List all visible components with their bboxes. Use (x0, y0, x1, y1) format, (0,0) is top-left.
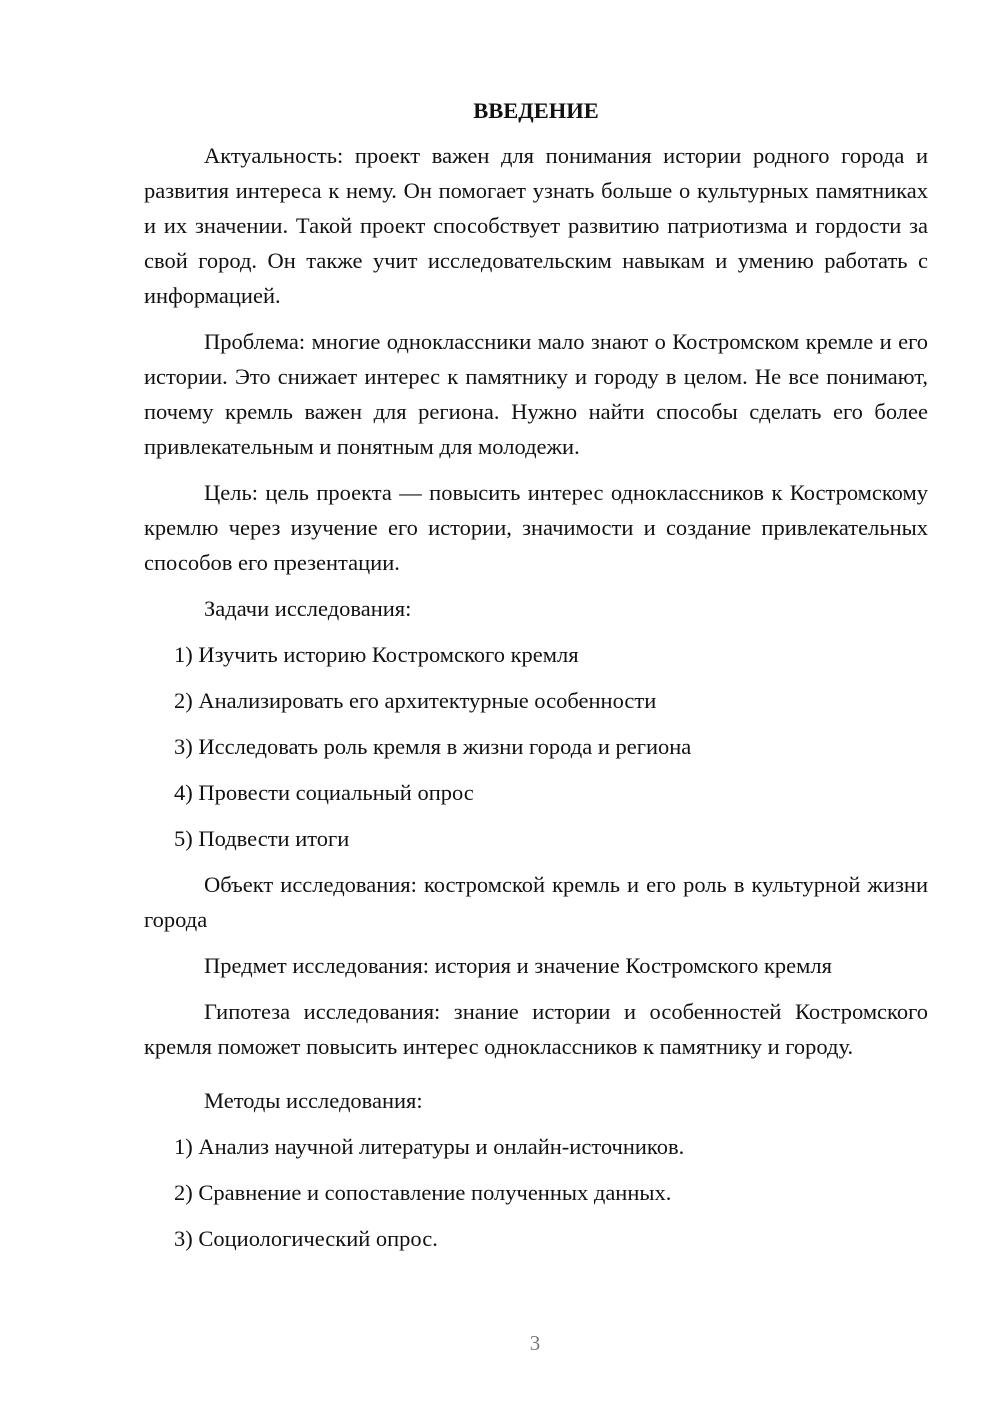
problem-paragraph: Проблема: многие одноклассники мало знают о Костромском кремле и его истории. Это снижает интерес к памятнику и городу в целом. Не все понимают, почему кремль важен для региона. Нужно найти способы сделать его более привлекательным и понятным для молодежи. (144, 329, 928, 459)
document-page (144, 96, 928, 1267)
tasks-heading: Задачи исследования: (204, 596, 412, 621)
hypothesis-paragraph: Гипотеза исследования: знание истории и особенностей Костромского кремля поможет повысить интерес одноклассников к памятнику и городу. (144, 999, 928, 1059)
relevance-paragraph: Актуальность: проект важен для понимания истории родного города и развития интереса к нему. Он помогает узнать больше о культурных памятниках и их значении. Такой проект способствует развитию патриотизма и гордости за свой город. Он также учит исследовательским навыкам и умению работать с информацией. (144, 143, 928, 308)
page-number: 3 (529, 1331, 541, 1355)
tasks-list (144, 637, 928, 856)
task-item: 2) Анализировать его архитектурные особенности (174, 688, 657, 713)
object-paragraph: Объект исследования: костромской кремль и его роль в культурной жизни города (144, 872, 928, 932)
method-item: 2) Сравнение и сопоставление полученных данных. (174, 1180, 672, 1205)
methods-list (144, 1129, 928, 1256)
methods-heading: Методы исследования: (204, 1088, 423, 1113)
task-item: 3) Исследовать роль кремля в жизни города и региона (174, 734, 692, 759)
method-item: 1) Анализ научной литературы и онлайн-источников. (174, 1134, 685, 1159)
subject-paragraph: Предмет исследования: история и значение Костромского кремля (204, 953, 832, 978)
task-item: 1) Изучить историю Костромского кремля (174, 642, 579, 667)
task-item: 5) Подвести итоги (174, 826, 350, 851)
goal-paragraph: Цель: цель проекта — повысить интерес одноклассников к Костромскому кремлю через изучение его истории, значимости и создание привлекательных способов его презентации. (144, 480, 928, 575)
task-item: 4) Провести социальный опрос (174, 780, 474, 805)
method-item: 3) Социологический опрос. (174, 1226, 438, 1251)
spacer (144, 1075, 928, 1083)
page-title: ВВЕДЕНИЕ (473, 98, 599, 123)
